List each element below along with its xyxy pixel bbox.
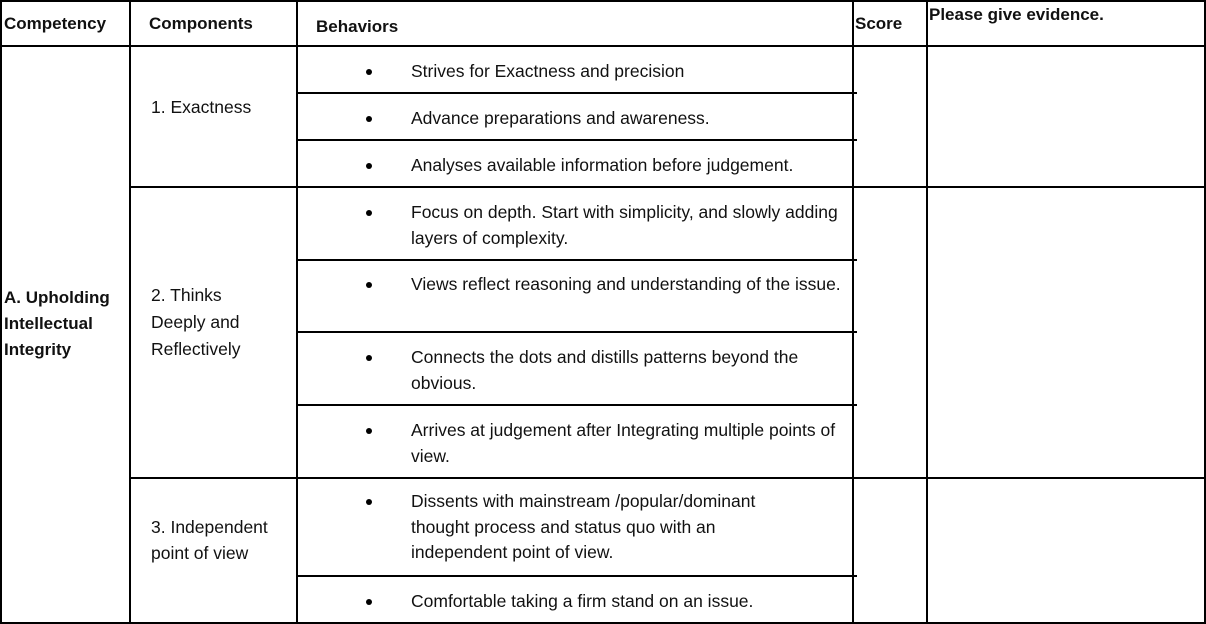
behavior-text: Views reflect reasoning and understanding of the issue.: [411, 274, 841, 294]
bullet-icon: [366, 210, 372, 216]
behavior-text: Advance preparations and awareness.: [411, 108, 710, 128]
component-label: 1. Exactness: [151, 97, 252, 117]
score-cell[interactable]: [854, 47, 926, 186]
behavior-divider: [296, 259, 857, 261]
behavior-text: Arrives at judgement after Integrating multiple points of view.: [411, 420, 836, 466]
score-cell[interactable]: [854, 188, 926, 477]
behavior-divider: [296, 139, 857, 141]
bullet-icon: [366, 355, 372, 361]
evidence-cell[interactable]: [928, 47, 1204, 186]
header-behaviors: Behaviors: [316, 17, 399, 36]
bullet-icon: [366, 69, 372, 75]
behavior-text: Analyses available information before judgement.: [411, 155, 794, 175]
behavior-text: Comfortable taking a firm stand on an issue.: [411, 591, 754, 611]
header-score: Score: [855, 14, 903, 33]
behavior-text: Focus on depth. Start with simplicity, and slowly adding layers of complexity.: [411, 202, 838, 248]
bullet-icon: [366, 428, 372, 434]
table-border-left: [0, 0, 2, 624]
component-label: 3. Independent point of view: [151, 517, 268, 563]
bullet-icon: [366, 282, 372, 288]
header-components: Components: [149, 14, 253, 33]
behavior-text: Dissents with mainstream /popular/dominant thought process and status quo with an independent point of view.: [411, 491, 756, 562]
behavior-text: Connects the dots and distills patterns beyond the obvious.: [411, 347, 799, 393]
bullet-icon: [366, 599, 372, 605]
bullet-icon: [366, 499, 372, 505]
col-divider-1: [129, 0, 131, 624]
evidence-cell[interactable]: [928, 188, 1204, 477]
behavior-text: Strives for Exactness and precision: [411, 61, 685, 81]
bullet-icon: [366, 163, 372, 169]
header-evidence: Please give evidence.: [929, 5, 1104, 24]
behavior-divider: [296, 575, 857, 577]
header-competency: Competency: [4, 14, 107, 33]
evidence-cell[interactable]: [928, 479, 1204, 622]
bullet-icon: [366, 116, 372, 122]
score-cell[interactable]: [854, 479, 926, 622]
component-label: 2. Thinks Deeply and Reflectively: [151, 285, 241, 359]
behavior-divider: [296, 331, 857, 333]
behavior-divider: [296, 404, 857, 406]
competency-label: A. Upholding Intellectual Integrity: [4, 288, 110, 359]
behavior-divider: [296, 92, 857, 94]
